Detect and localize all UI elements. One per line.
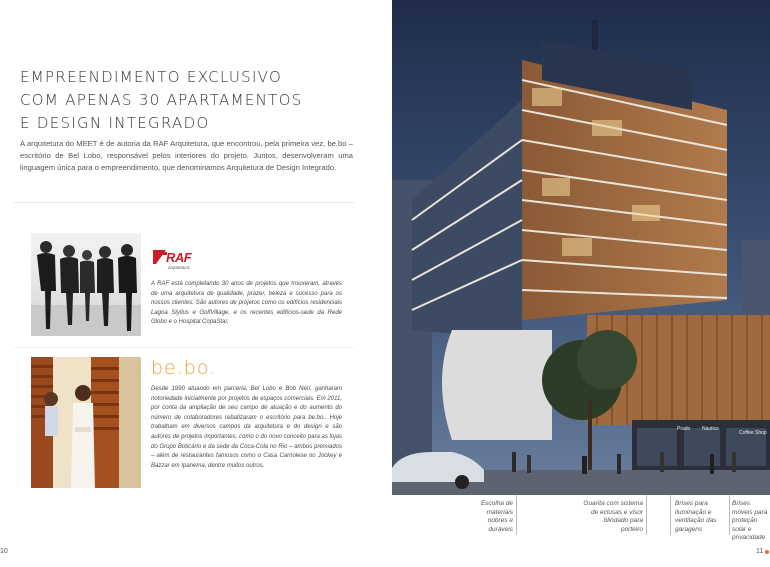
section-divider <box>14 202 354 203</box>
label-brises-garagens: Brises para iluminação e ventilação das garagens <box>675 500 717 533</box>
bebo-team-photo <box>31 357 141 488</box>
label-brises-moveis: Brises móveis para proteção solar e privacidade <box>732 500 768 541</box>
storefront-sign-1: Prado <box>677 426 691 432</box>
raf-team-photo <box>31 233 141 336</box>
label-leader-1 <box>516 495 517 535</box>
page-headline <box>20 66 350 135</box>
page-number-left: 10 <box>0 548 8 555</box>
bebo-description: Desde 1990 atuando em parceria, Bel Lobo e Bob Neri, ganharam notoriedade inicialmente por projetos de espaços comerciais. Em 2011, por conta da ampliação de seu campo de atuação e do aumento do número de colaboradores rebatizaram o escritório para be.bo.. Hoje trabalham em diversos campos da arquitetura e do design e são autores de projetos importantes, como o do novo conceito para as lojas do Grupo Boticário e da sede da Coca-Cola no Rio – ambos premiados – além de restaurantes famosos como o Casa Carnolese no Jockey e Bazzar em Ipanema, dentre muitos outros. <box>151 386 342 469</box>
raf-logo-subtext: arquitetura <box>168 265 190 270</box>
building-illustration <box>392 0 770 495</box>
intro-paragraph: A arquitetura do MEET é de autoria da RAF Arquitetura, que encontrou, pela primeira vez, be.bo – escritório de Bel Lobo, responsável pelos interiores do projeto. Juntos, desenvolveram uma linguagem única para o empreendimento, que denominamos Arquitetura de Design Integrado. <box>20 139 353 172</box>
label-leader-2 <box>646 495 647 535</box>
raf-description: A RAF está completando 30 anos de projetos que trouxeram, através de uma arquitetura de qualidade, prazer, beleza e sucesso para os nossos clientes. São autores de projetos como os edifícios residenciais Lagoa Styllus e GolfVillage, e os recentes edifícios-sede da Rede Globo e o Hospital CopaStar. <box>151 281 342 326</box>
label-leader-4 <box>729 495 730 535</box>
bebo-logo: be.bo. <box>151 357 217 379</box>
section-divider <box>14 347 354 348</box>
page-number-right: 11 <box>756 548 764 555</box>
page-accent-dot <box>765 550 769 554</box>
bebo-team-illustration <box>31 357 141 488</box>
label-materiais: Escolha de materiais nobres e duráveis <box>480 500 513 533</box>
raf-logo <box>152 248 204 272</box>
storefront-sign-3: Coffee Shop <box>739 430 767 436</box>
building-render <box>392 0 770 495</box>
label-guarita: Guarita com sistema de eclusas e visor blindado para porteiro <box>583 500 643 533</box>
raf-logo-text: RAF <box>166 250 192 265</box>
headline-line-1: EMPREENDIMENTO EXCLUSIVO <box>20 68 283 86</box>
headline-line-3: E DESIGN INTEGRADO <box>20 114 210 132</box>
raf-team-illustration <box>31 233 141 336</box>
headline-line-2: COM APENAS 30 APARTAMENTOS <box>20 91 303 109</box>
label-leader-3 <box>670 495 671 535</box>
storefront-sign-2: Nautics <box>702 426 719 432</box>
